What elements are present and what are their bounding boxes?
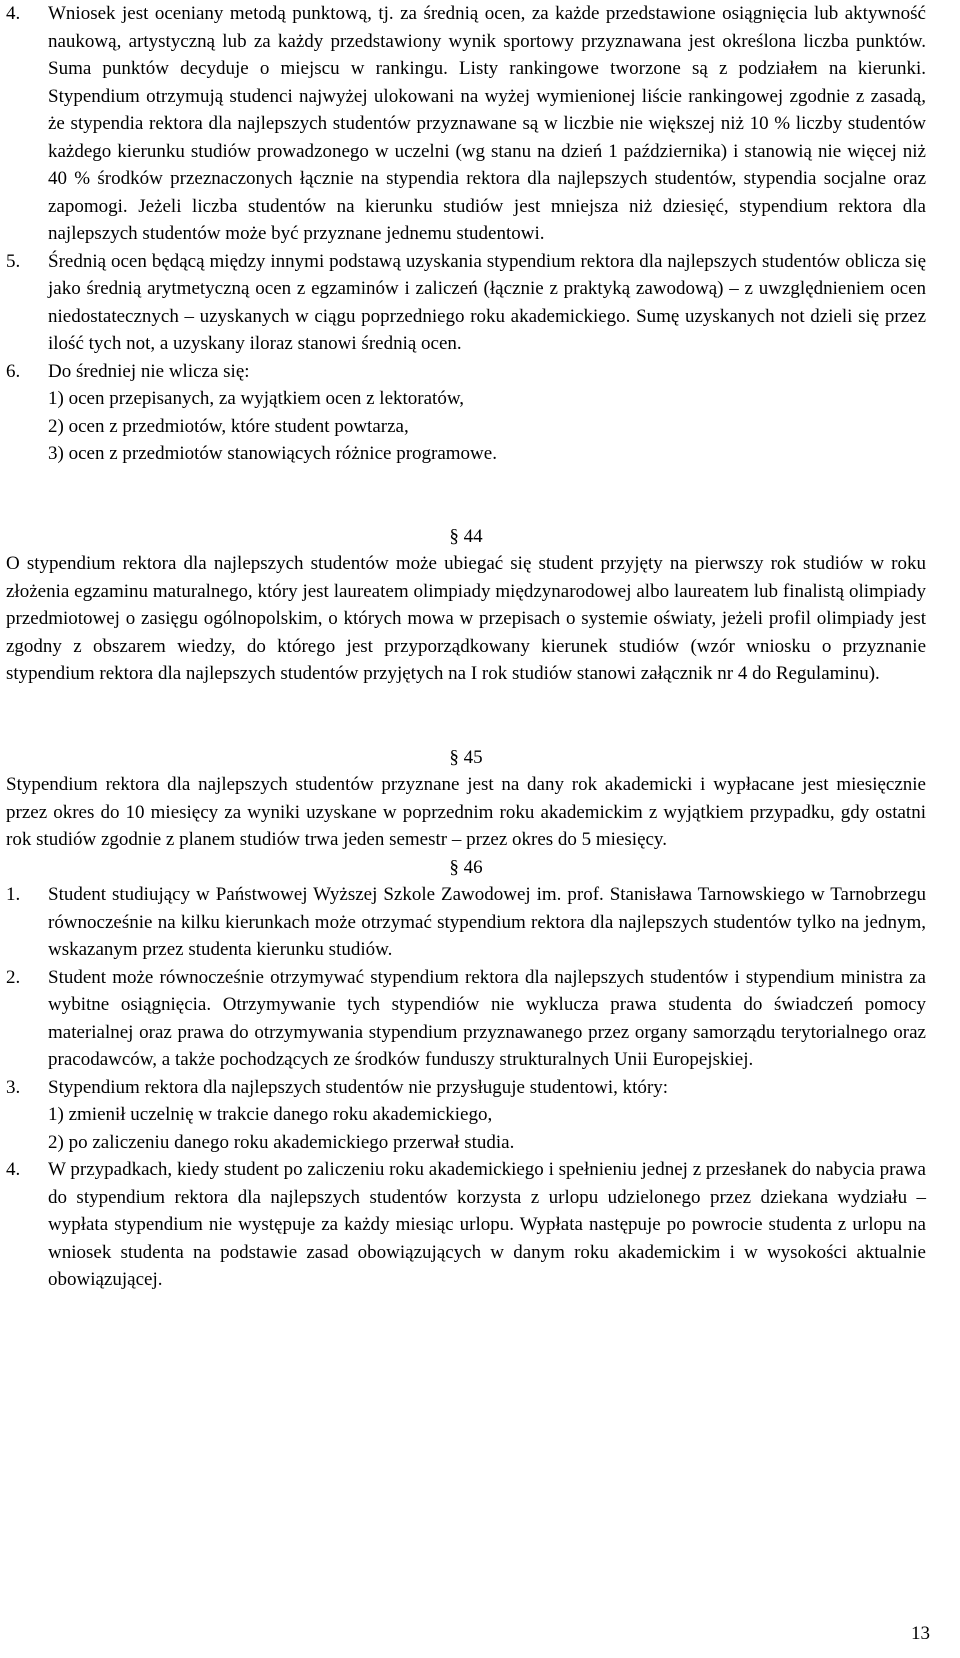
item-number: 5. [6, 250, 21, 272]
item-number: 6. [6, 360, 21, 382]
list-item [6, 358, 926, 468]
list-item [6, 248, 926, 358]
item-text: Wniosek jest oceniany metodą punktową, tj. za średnią ocen, za każde przedstawione osiągnięcia lub aktywność naukową, artystyczną lub za każdy przedstawiony wynik sportowy przyznawana jest określona liczba punktów. Suma punktów decyduje o miejscu w rankingu. Listy rankingowe tworzone są z podziałem na kierunki. Stypendium otrzymują studenci najwyżej ulokowani na wyżej wymienionej liście rankingowej zgodnie z zasadą, że stypendia rektora dla najlepszych studentów przyznawane są w liczbie nie większej niż 10 % liczby studentów każdego kierunku studiów prowadzonego w uczelni (wg stanu na dzień 1 października) i stanowią nie więcej niż 40 % środków przeznaczonych łącznie na stypendia rektora dla najlepszych studentów, stypendia socjalne oraz zapomogi. Jeżeli liczba studentów na kierunku studiów jest mniejsza niż dziesięć, stypendium rektora dla najlepszych studentów może być przyznane jednemu studentowi. [48, 3, 926, 244]
item-text: Student studiujący w Państwowej Wyższej Szkole Zawodowej im. prof. Stanisława Tarnowskiego w Tarnobrzegu równocześnie na kilku kierunkach może otrzymać stypendium rektora dla najlepszych studentów tylko na jednym, wskazanym przez studenta kierunku studiów. [48, 884, 926, 960]
item-body [48, 1074, 926, 1157]
item-text: Student może równocześnie otrzymywać stypendium rektora dla najlepszych studentów i stypendium ministra za wybitne osiągnięcia. Otrzymywanie tych stypendiów nie wyklucza prawa studenta do świadczeń pomocy materialnej oraz prawa do otrzymywania stypendium przyznawanego przez organy samorządu terytorialnego oraz pracodawców, a także pochodzących ze środków funduszy strukturalnych Unii Europejskiej. [48, 966, 926, 1070]
list-item [6, 1074, 926, 1157]
item-number: 2. [6, 966, 21, 988]
paragraph: Stypendium rektora dla najlepszych studentów przyznane jest na dany rok akademicki i wypłacane jest miesięcznie przez okres do 10 miesięcy za wyniki uzyskane w poprzednim roku akademickim z wyjątkiem przypadku, gdy ostatni rok studiów zgodnie z planem studiów trwa jeden semestr – przez okres do 5 miesięcy. [6, 774, 926, 850]
section-heading: § 44 [449, 525, 483, 547]
sub-item: 2) ocen z przedmiotów, które student powtarza, [48, 415, 409, 437]
page-number: 13 [911, 1623, 930, 1644]
item-number: 4. [6, 3, 21, 24]
item-text: Stypendium rektora dla najlepszych studentów nie przysługuje studentowi, który: [48, 1076, 669, 1098]
list-item [6, 0, 926, 248]
sub-item: 1) ocen przepisanych, za wyjątkiem ocen z lektoratów, [48, 388, 465, 409]
list-item [6, 964, 926, 1074]
paragraph: O stypendium rektora dla najlepszych studentów może ubiegać się student przyjęty na pierwszy rok studiów w roku złożenia egzaminu maturalnego, który jest laureatem olimpiady międzynarodowej albo laureatem lub finalistą olimpiady przedmiotowej o zasięgu ogólnopolskim, o których mowa w przepisach o systemie oświaty, jeżeli profil olimpiady jest zgodny z obszarem wiedzy, do którego jest przyporządkowany kierunek studiów (wzór wniosku o przyznanie stypendium rektora dla najlepszych studentów przyjętych na I rok studiów stanowi załącznik nr 4 do Regulaminu). [6, 553, 926, 684]
item-text: W przypadkach, kiedy student po zaliczeniu roku akademickiego i spełnieniu jednej z przesłanek do nabycia prawa do stypendium rektora dla najlepszych studentów korzysta z urlopu udzielonego przez dziekana wydziału – wypłata stypendium nie występuje za każdy miesiąc urlopu. Wypłata następuje po powrocie studenta z urlopu na wniosek studenta na podstawie zasad obowiązujących w danym roku akademickim i w wysokości aktualnie obowiązującej. [48, 1159, 926, 1290]
sub-item: 1) zmienił uczelnię w trakcie danego roku akademickiego, [48, 1104, 493, 1125]
section-heading: § 45 [449, 746, 483, 768]
sub-item: 2) po zaliczeniu danego roku akademickiego przerwał studia. [48, 1131, 515, 1153]
list-item [6, 881, 926, 964]
list-item [6, 1156, 926, 1294]
item-number: 4. [6, 1159, 21, 1180]
item-number: 3. [6, 1076, 21, 1098]
sub-item: 3) ocen z przedmiotów stanowiących różnice programowe. [48, 443, 497, 464]
item-body [48, 358, 926, 468]
item-text: Do średniej nie wlicza się: [48, 360, 250, 382]
section-heading: § 46 [449, 856, 483, 878]
item-text: Średnią ocen będącą między innymi podstawą uzyskania stypendium rektora dla najlepszych studentów oblicza się jako średnią arytmetyczną ocen z egzaminów i zaliczeń (łącznie z praktyką zawodową) – z uwzględnieniem ocen niedostatecznych – uzyskanych w ciągu poprzedniego roku akademickiego. Sumę uzyskanych not dzieli się przez ilość tych not, a uzyskany iloraz stanowi średnią ocen. [48, 250, 926, 354]
document-page [6, 0, 926, 1294]
item-number: 1. [6, 884, 21, 905]
